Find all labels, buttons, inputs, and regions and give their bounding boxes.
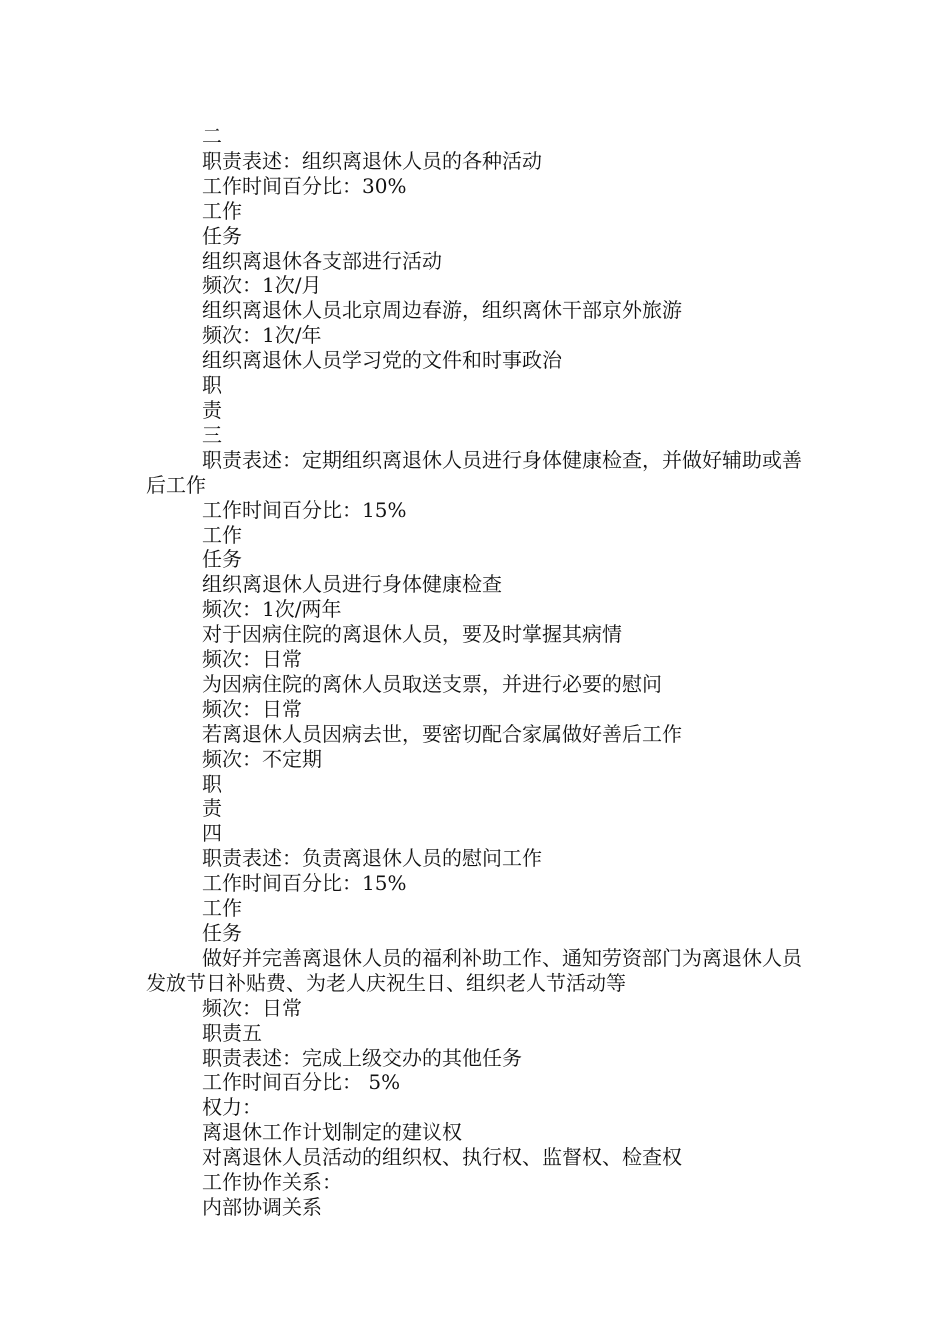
task-label: 任务 bbox=[202, 921, 242, 945]
duty-number: 三 bbox=[202, 422, 222, 447]
time-percentage: 工作时间百分比：15% bbox=[202, 871, 407, 896]
duty-label: 责 bbox=[202, 796, 222, 821]
duty-label: 职 bbox=[202, 771, 222, 796]
task-frequency: 频次：1次/两年 bbox=[202, 597, 342, 622]
section-heading-authority: 权力： bbox=[202, 1095, 262, 1120]
duty-label: 责 bbox=[202, 397, 222, 422]
section-heading-cooperation: 工作协作关系： bbox=[202, 1170, 342, 1195]
task-label: 任务 bbox=[202, 547, 242, 572]
document-body bbox=[146, 124, 811, 1220]
task-frequency: 频次：1次/年 bbox=[202, 323, 322, 348]
task-frequency: 频次：不定期 bbox=[202, 746, 322, 771]
time-percentage: 工作时间百分比： 5% bbox=[202, 1070, 401, 1095]
task-frequency: 频次：日常 bbox=[202, 647, 302, 672]
task-item: 做好并完善离退休人员的福利补助工作、通知劳资部门为离退休人员发放节日补贴费、为老人庆祝生日、组织老人节活动等 bbox=[146, 945, 802, 995]
duty-label: 职 bbox=[202, 373, 222, 398]
duty-description: 职责表述：组织离退休人员的各种活动 bbox=[202, 148, 542, 173]
task-frequency: 频次：日常 bbox=[202, 995, 302, 1020]
duty-heading: 职责五 bbox=[202, 1020, 262, 1045]
time-percentage: 工作时间百分比：15% bbox=[202, 497, 407, 522]
duty-description: 职责表述：定期组织离退休人员进行身体健康检查，并做好辅助或善后工作 bbox=[146, 447, 802, 497]
cooperation-item: 内部协调关系 bbox=[202, 1194, 322, 1219]
task-item: 为因病住院的离休人员取送支票，并进行必要的慰问 bbox=[202, 671, 662, 696]
task-label: 任务 bbox=[202, 223, 242, 248]
authority-item: 对离退休人员活动的组织权、执行权、监督权、检查权 bbox=[202, 1145, 682, 1170]
time-percentage: 工作时间百分比：30% bbox=[202, 173, 407, 198]
duty-description: 职责表述：完成上级交办的其他任务 bbox=[202, 1045, 522, 1070]
task-frequency: 频次：日常 bbox=[202, 696, 302, 721]
task-item: 组织离退休人员学习党的文件和时事政治 bbox=[202, 348, 562, 373]
task-item: 若离退休人员因病去世，要密切配合家属做好善后工作 bbox=[202, 721, 682, 746]
task-item: 对于因病住院的离退休人员，要及时掌握其病情 bbox=[202, 622, 622, 647]
task-label: 工作 bbox=[202, 522, 242, 547]
task-label: 工作 bbox=[202, 198, 242, 223]
duty-number: 四 bbox=[202, 821, 222, 846]
task-item: 组织离退休人员北京周边春游，组织离休干部京外旅游 bbox=[202, 298, 682, 323]
task-frequency: 频次：1次/月 bbox=[202, 273, 322, 298]
duty-number: 二 bbox=[202, 124, 222, 148]
authority-item: 离退休工作计划制定的建议权 bbox=[202, 1120, 462, 1145]
task-item: 组织离退休各支部进行活动 bbox=[202, 248, 442, 273]
task-label: 工作 bbox=[202, 896, 242, 921]
duty-description: 职责表述：负责离退休人员的慰问工作 bbox=[202, 846, 542, 871]
task-item: 组织离退休人员进行身体健康检查 bbox=[202, 572, 502, 597]
